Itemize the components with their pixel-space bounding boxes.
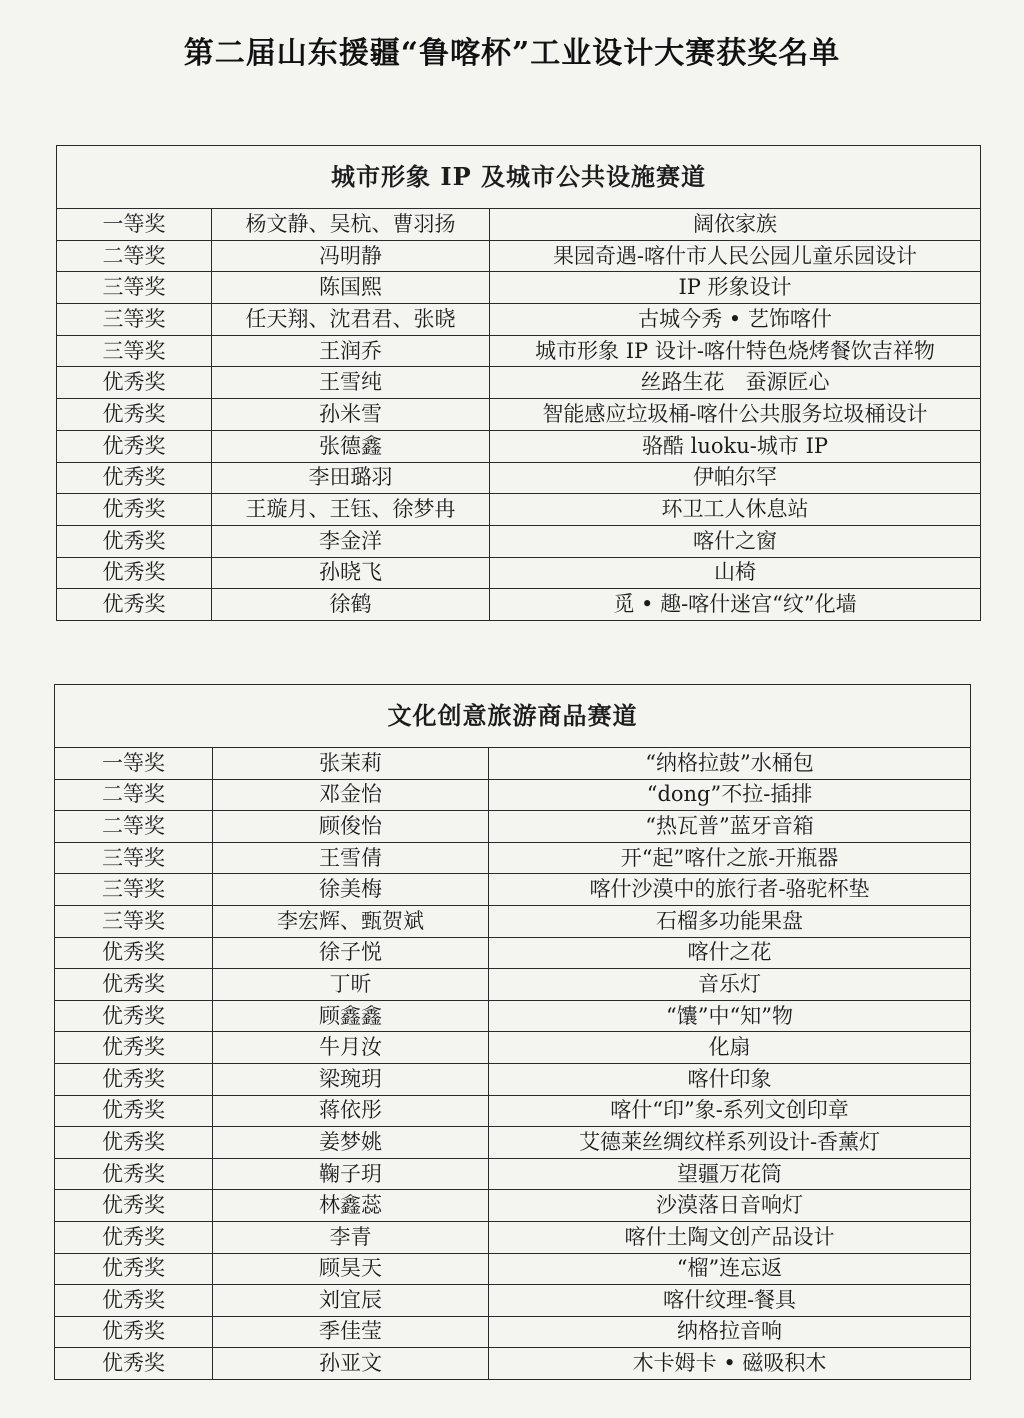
work-title-cell: 木卡姆卡 • 磁吸积木 <box>489 1348 971 1380</box>
table-row <box>55 1316 971 1348</box>
award-level-cell: 优秀奖 <box>55 1000 213 1032</box>
award-level-cell: 优秀奖 <box>57 367 212 399</box>
winners-cell: 任天翔、沈君君、张晓 <box>212 304 490 336</box>
work-title-cell: 骆酷 luoku-城市 IP <box>490 430 981 462</box>
award-level-cell: 三等奖 <box>55 905 213 937</box>
work-title-cell: 古城今秀 • 艺饰喀什 <box>490 304 981 336</box>
work-title-cell: 觅 • 趣-喀什迷宫“纹”化墙 <box>490 589 981 621</box>
winners-cell: 姜梦姚 <box>213 1127 489 1159</box>
award-table-urban-ip <box>56 145 981 621</box>
work-title-cell: “热瓦普”蓝牙音箱 <box>489 811 971 843</box>
winners-cell: 张茉莉 <box>213 748 489 780</box>
award-level-cell: 优秀奖 <box>57 494 212 526</box>
table-row <box>55 1000 971 1032</box>
work-title-cell: 喀什沙漠中的旅行者-骆驼杯垫 <box>489 874 971 906</box>
award-level-cell: 优秀奖 <box>55 1316 213 1348</box>
winners-cell: 李宏辉、甄贺斌 <box>213 905 489 937</box>
award-level-cell: 优秀奖 <box>55 1032 213 1064</box>
work-title-cell: 音乐灯 <box>489 969 971 1001</box>
table-row <box>57 430 981 462</box>
winners-cell: 丁昕 <box>213 969 489 1001</box>
award-level-cell: 二等奖 <box>57 240 212 272</box>
table-row <box>55 1127 971 1159</box>
winners-cell: 王润乔 <box>212 335 490 367</box>
table-row <box>55 1253 971 1285</box>
winners-cell: 杨文静、吴杭、曹羽扬 <box>212 209 490 241</box>
winners-cell: 陈国熙 <box>212 272 490 304</box>
table-row <box>57 304 981 336</box>
work-title-cell: “馕”中“知”物 <box>489 1000 971 1032</box>
award-level-cell: 优秀奖 <box>57 399 212 431</box>
award-level-cell: 三等奖 <box>57 304 212 336</box>
winners-cell: 孙亚文 <box>213 1348 489 1380</box>
winners-cell: 王璇月、王钰、徐梦冉 <box>212 494 490 526</box>
work-title-cell: 喀什纹理-餐具 <box>489 1285 971 1317</box>
winners-cell: 林鑫蕊 <box>213 1190 489 1222</box>
table-row <box>57 367 981 399</box>
winners-cell: 刘宜辰 <box>213 1285 489 1317</box>
table-row <box>57 399 981 431</box>
work-title-cell: 果园奇遇-喀什市人民公园儿童乐园设计 <box>490 240 981 272</box>
track-title: 文化创意旅游商品赛道 <box>55 685 971 748</box>
work-title-cell: “纳格拉鼓”水桶包 <box>489 748 971 780</box>
table-row <box>55 1221 971 1253</box>
award-level-cell: 优秀奖 <box>55 969 213 1001</box>
work-title-cell: 沙漠落日音响灯 <box>489 1190 971 1222</box>
winners-cell: 冯明静 <box>212 240 490 272</box>
award-level-cell: 三等奖 <box>57 272 212 304</box>
table-row <box>55 969 971 1001</box>
work-title-cell: 丝路生花 蚕源匠心 <box>490 367 981 399</box>
award-level-cell: 优秀奖 <box>55 1253 213 1285</box>
table-row <box>55 1190 971 1222</box>
award-level-cell: 三等奖 <box>55 842 213 874</box>
table-row <box>57 335 981 367</box>
table-row <box>57 462 981 494</box>
work-title-cell: 喀什土陶文创产品设计 <box>489 1221 971 1253</box>
work-title-cell: 艾德莱丝绸纹样系列设计-香薰灯 <box>489 1127 971 1159</box>
table-row <box>55 874 971 906</box>
award-level-cell: 二等奖 <box>55 779 213 811</box>
award-level-cell: 优秀奖 <box>55 1127 213 1159</box>
work-title-cell: “dong”不拉-插排 <box>489 779 971 811</box>
winners-cell: 顾俊怡 <box>213 811 489 843</box>
award-level-cell: 优秀奖 <box>57 430 212 462</box>
award-level-cell: 一等奖 <box>57 209 212 241</box>
work-title-cell: 石榴多功能果盘 <box>489 905 971 937</box>
work-title-cell: 阔依家族 <box>490 209 981 241</box>
award-level-cell: 优秀奖 <box>55 1221 213 1253</box>
award-level-cell: 优秀奖 <box>55 1158 213 1190</box>
award-level-cell: 三等奖 <box>55 874 213 906</box>
winners-cell: 张德鑫 <box>212 430 490 462</box>
award-rows <box>57 209 981 621</box>
winners-cell: 徐子悦 <box>213 937 489 969</box>
winners-cell: 季佳莹 <box>213 1316 489 1348</box>
award-level-cell: 优秀奖 <box>57 557 212 589</box>
table-row <box>55 1348 971 1380</box>
award-level-cell: 优秀奖 <box>55 1095 213 1127</box>
table-row <box>55 842 971 874</box>
work-title-cell: 喀什“印”象-系列文创印章 <box>489 1095 971 1127</box>
track-header-row <box>55 685 971 748</box>
work-title-cell: 喀什之花 <box>489 937 971 969</box>
table-row <box>55 937 971 969</box>
table-row <box>55 779 971 811</box>
winners-cell: 徐美梅 <box>213 874 489 906</box>
table-row <box>57 494 981 526</box>
page-title: 第二届山东援疆“鲁喀杯”工业设计大赛获奖名单 <box>183 36 841 71</box>
table-row <box>57 240 981 272</box>
work-title-cell: “榴”连忘返 <box>489 1253 971 1285</box>
award-level-cell: 一等奖 <box>55 748 213 780</box>
winners-cell: 梁琬玥 <box>213 1063 489 1095</box>
award-level-cell: 三等奖 <box>57 335 212 367</box>
work-title-cell: 望疆万花筒 <box>489 1158 971 1190</box>
award-level-cell: 优秀奖 <box>55 1285 213 1317</box>
table-row <box>57 272 981 304</box>
award-rows <box>55 748 971 1380</box>
table-row <box>55 811 971 843</box>
work-title-cell: 纳格拉音响 <box>489 1316 971 1348</box>
work-title-cell: 伊帕尔罕 <box>490 462 981 494</box>
track-title: 城市形象 IP 及城市公共设施赛道 <box>57 146 981 209</box>
winners-cell: 蒋依彤 <box>213 1095 489 1127</box>
work-title-cell: 智能感应垃圾桶-喀什公共服务垃圾桶设计 <box>490 399 981 431</box>
winners-cell: 徐鹤 <box>212 589 490 621</box>
table-row <box>55 1063 971 1095</box>
award-level-cell: 优秀奖 <box>57 525 212 557</box>
award-level-cell: 优秀奖 <box>57 589 212 621</box>
award-table-cultural-tourism <box>54 684 971 1380</box>
table-row <box>55 905 971 937</box>
winners-cell: 孙米雪 <box>212 399 490 431</box>
table-row <box>57 525 981 557</box>
winners-cell: 牛月汝 <box>213 1032 489 1064</box>
work-title-cell: IP 形象设计 <box>490 272 981 304</box>
winners-cell: 顾昊天 <box>213 1253 489 1285</box>
table-row <box>57 557 981 589</box>
winners-cell: 鞠子玥 <box>213 1158 489 1190</box>
winners-cell: 王雪倩 <box>213 842 489 874</box>
winners-cell: 孙晓飞 <box>212 557 490 589</box>
table-row <box>55 1158 971 1190</box>
work-title-cell: 喀什印象 <box>489 1063 971 1095</box>
winners-cell: 李金洋 <box>212 525 490 557</box>
work-title-cell: 环卫工人休息站 <box>490 494 981 526</box>
winners-cell: 李青 <box>213 1221 489 1253</box>
winners-cell: 顾鑫鑫 <box>213 1000 489 1032</box>
table-row <box>55 748 971 780</box>
winners-cell: 邓金怡 <box>213 779 489 811</box>
table-row <box>57 209 981 241</box>
award-level-cell: 优秀奖 <box>57 462 212 494</box>
table-row <box>55 1095 971 1127</box>
work-title-cell: 山椅 <box>490 557 981 589</box>
work-title-cell: 城市形象 IP 设计-喀什特色烧烤餐饮吉祥物 <box>490 335 981 367</box>
award-level-cell: 优秀奖 <box>55 1348 213 1380</box>
table-row <box>57 589 981 621</box>
table-row <box>55 1032 971 1064</box>
award-level-cell: 二等奖 <box>55 811 213 843</box>
table-row <box>55 1285 971 1317</box>
award-level-cell: 优秀奖 <box>55 937 213 969</box>
winners-cell: 王雪纯 <box>212 367 490 399</box>
track-header-row <box>57 146 981 209</box>
award-level-cell: 优秀奖 <box>55 1063 213 1095</box>
winners-cell: 李田璐羽 <box>212 462 490 494</box>
work-title-cell: 化扇 <box>489 1032 971 1064</box>
work-title-cell: 喀什之窗 <box>490 525 981 557</box>
award-level-cell: 优秀奖 <box>55 1190 213 1222</box>
work-title-cell: 开“起”喀什之旅-开瓶器 <box>489 842 971 874</box>
